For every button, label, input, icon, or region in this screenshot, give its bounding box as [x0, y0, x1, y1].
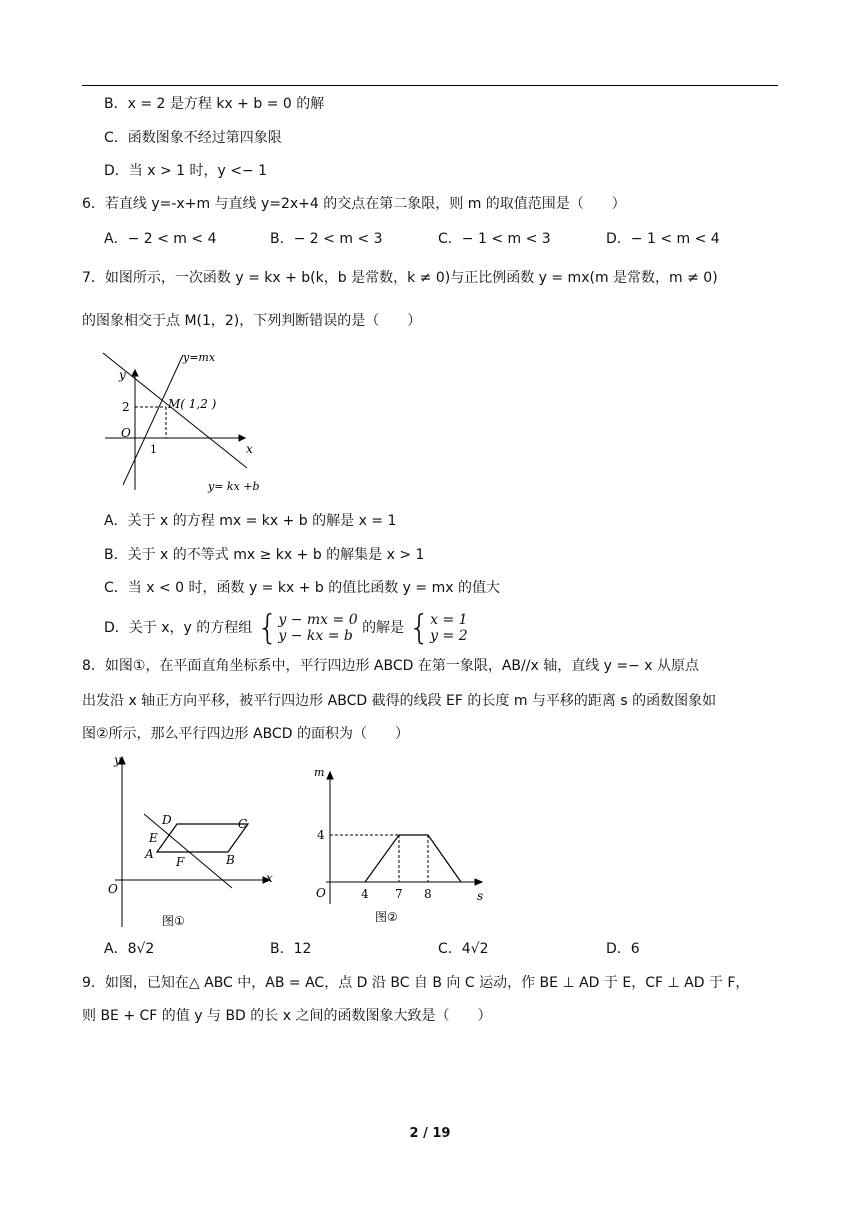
- q6-option-d: D．− 1 < m < 4: [606, 231, 720, 247]
- q7-stem-line2: 的图象相交于点 M(1，2)，下列判断错误的是（ ）: [82, 313, 422, 329]
- q6-stem: 6．若直线 y=-x+m 与直线 y=2x+4 的交点在第二象限，则 m 的取值范围是（ ）: [82, 196, 626, 212]
- q8f1-label-c: C: [238, 817, 248, 831]
- q8f1-label-b: B: [226, 853, 235, 867]
- q7-option-d-system: {y − mx = 0 y − kx = b: [256, 608, 358, 648]
- q5-option-d: D．当 x > 1 时，y <− 1: [104, 163, 268, 179]
- q7-label-m: M( 1,2 ): [168, 397, 217, 411]
- q7-label-x: x: [246, 442, 253, 456]
- q7-label-1: 1: [150, 443, 157, 456]
- q7-solution-y: y = 2: [430, 628, 468, 644]
- q7-label-ykxb: y= kx +b: [208, 480, 260, 493]
- q6-option-a: A．− 2 < m < 4: [104, 231, 217, 247]
- q6-option-c: C．− 1 < m < 3: [438, 231, 551, 247]
- q7-figure: [95, 345, 295, 495]
- q8f1-label-f: F: [176, 855, 185, 869]
- q8f2-label-v4: 4: [317, 828, 325, 842]
- q7-solution-x: x = 1: [430, 612, 468, 628]
- q8f2-caption: 图②: [375, 910, 398, 924]
- q8f2-label-s: s: [477, 889, 484, 903]
- q7-stem-line1: 7．如图所示，一次函数 y = kx + b(k，b 是常数，k ≠ 0)与正比例函数 y = mx(m 是常数，m ≠ 0): [82, 270, 718, 286]
- q7-x-arrow: [239, 435, 245, 441]
- q7-option-d: [104, 609, 468, 647]
- q8-option-c: C．4√2: [438, 941, 489, 957]
- q8f1-label-x: x: [266, 871, 273, 885]
- q8f1-label-a: A: [145, 847, 154, 861]
- q8f1-label-e: E: [149, 831, 158, 845]
- q6-option-b: B．− 2 < m < 3: [270, 231, 383, 247]
- q5-option-b: B．x = 2 是方程 kx + b = 0 的解: [104, 96, 325, 112]
- q7-label-2: 2: [122, 400, 130, 414]
- q7-label-ymx: y=mx: [183, 351, 216, 364]
- q8-figure-1: [100, 752, 280, 934]
- q7-option-d-solution: {x = 1 y = 2: [408, 608, 468, 648]
- q8-option-d: D．6: [606, 941, 640, 957]
- q8f1-caption: 图①: [162, 914, 185, 928]
- q7-line-mx: [123, 355, 183, 485]
- q7-label-y: y: [119, 368, 126, 382]
- q8f2-label-m: m: [314, 766, 325, 779]
- q8-figure-2: [308, 764, 493, 929]
- q7-option-d-prefix: D．关于 x，y 的方程组: [104, 620, 253, 636]
- q7-option-a: A．关于 x 的方程 mx = kx + b 的解是 x = 1: [104, 513, 397, 529]
- q7-system-eq2: y − kx = b: [278, 628, 353, 644]
- q9-stem-line1: 9．如图，已知在△ ABC 中，AB = AC，点 D 沿 BC 自 B 向 C 运动，作 BE ⊥ AD 于 E，CF ⊥ AD 于 F，: [82, 975, 750, 991]
- q7-label-origin: O: [121, 426, 131, 440]
- q8-stem-line1: 8．如图①，在平面直角坐标系中，平行四边形 ABCD 在第一象限，AB//x 轴，直线 y =− x 从原点: [82, 658, 700, 674]
- q8-stem-line2: 出发沿 x 轴正方向平移，被平行四边形 ABCD 截得的线段 EF 的长度 m 与平移的距离 s 的函数图象如: [82, 693, 717, 709]
- q9-stem-line2: 则 BE + CF 的值 y 与 BD 的长 x 之间的函数图象大致是（ ）: [82, 1008, 492, 1024]
- q7-option-b: B．关于 x 的不等式 mx ≥ kx + b 的解集是 x > 1: [104, 547, 425, 563]
- q8f1-label-o: O: [108, 882, 118, 896]
- q8f2-tick-8: 8: [424, 887, 432, 901]
- q7-option-c: C．当 x < 0 时，函数 y = kx + b 的值比函数 y = mx 的值大: [104, 580, 500, 596]
- q7-option-d-mid: 的解是: [362, 620, 405, 636]
- q8f1-label-y: y: [114, 753, 121, 767]
- q7-y-arrow: [132, 370, 138, 376]
- page-number: 2 / 19: [409, 1126, 451, 1141]
- q7-system-eq1: y − mx = 0: [278, 612, 358, 628]
- q8-stem-line3: 图②所示，那么平行四边形 ABCD 的面积为（ ）: [82, 726, 409, 742]
- q8f2-tick-4: 4: [361, 887, 369, 901]
- q5-option-c: C．函数图象不经过第四象限: [104, 130, 282, 146]
- q8f1-label-d: D: [162, 813, 172, 827]
- q8-option-a: A．8√2: [104, 941, 155, 957]
- q8f2-tick-7: 7: [395, 887, 403, 901]
- header-rule: [82, 85, 778, 86]
- q8f2-graph: [365, 835, 461, 882]
- q8f1-parallelogram: [157, 824, 248, 852]
- q8f2-label-o: O: [316, 886, 326, 900]
- q8-option-b: B．12: [270, 941, 312, 957]
